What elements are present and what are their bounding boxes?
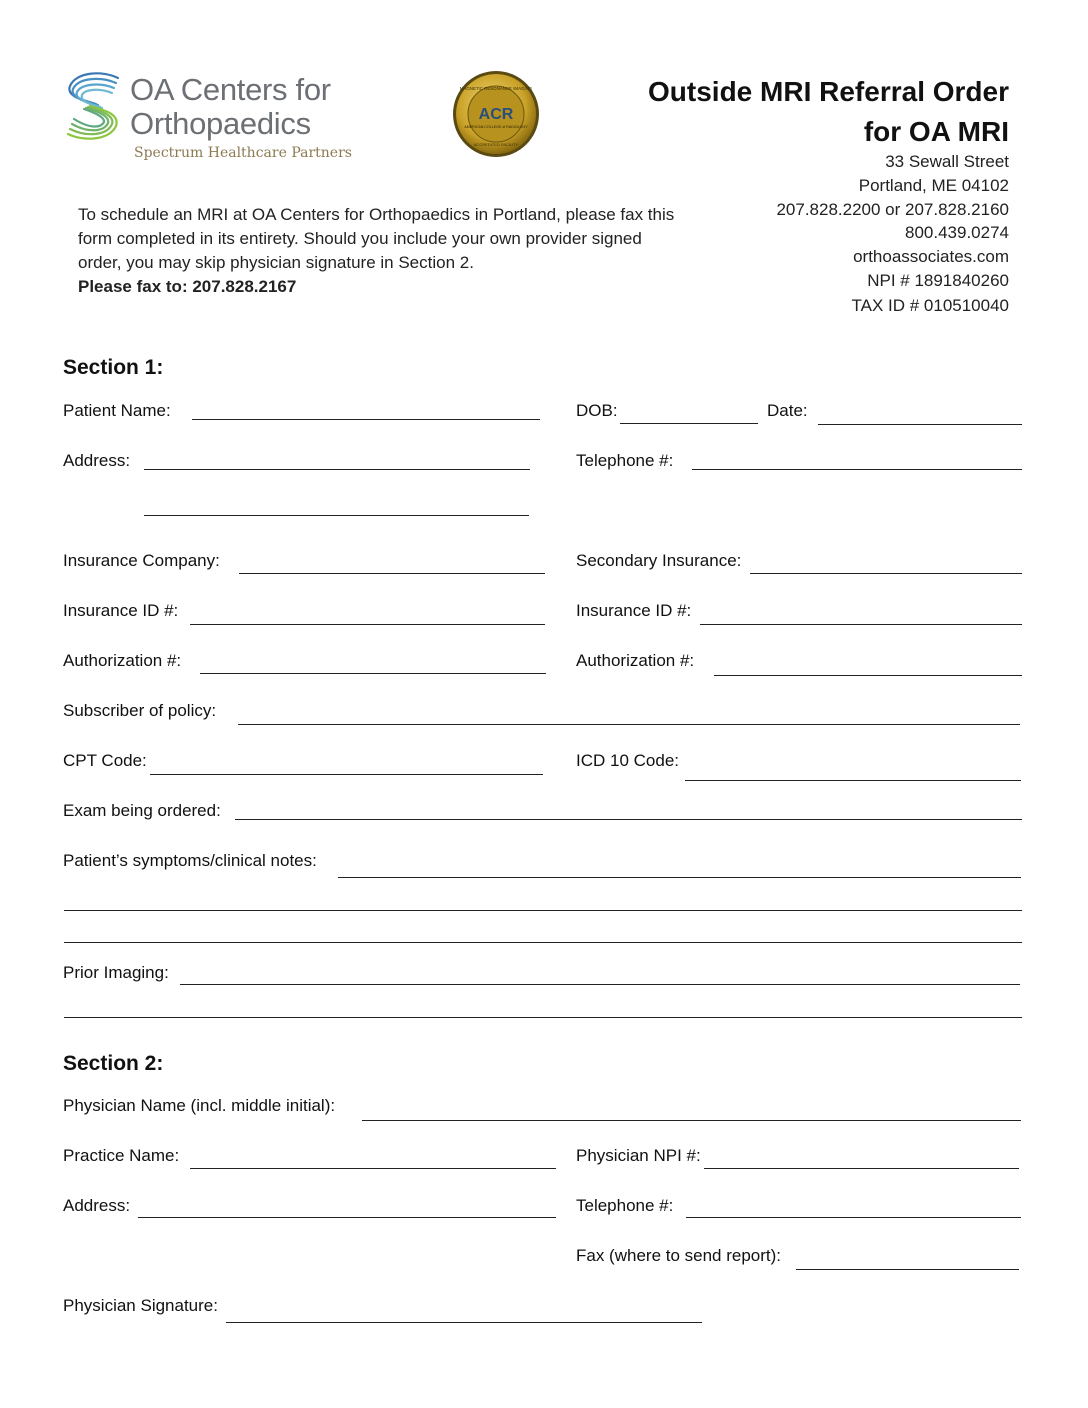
form-title-line2: for OA MRI [863,116,1009,147]
symptoms-field-line1[interactable] [338,877,1021,878]
insurance-company-field[interactable] [239,573,545,574]
contact-tax-id: TAX ID # 010510040 [851,296,1009,315]
physician-name-field[interactable] [362,1120,1021,1121]
contact-phone: 207.828.2200 or 207.828.2160 [776,200,1009,219]
insurance-id-label: Insurance ID #: [63,601,179,620]
authorization-2-field[interactable] [714,675,1022,676]
contact-tollfree: 800.439.0274 [905,223,1009,242]
cpt-code-field[interactable] [150,774,543,775]
logo-text-line1: OA Centers for [130,72,331,107]
symptoms-label: Patient’s symptoms/clinical notes: [63,851,317,870]
authorization-field[interactable] [200,673,546,674]
insurance-company-label: Insurance Company: [63,551,220,570]
address-label: Address: [63,451,131,470]
cpt-code-label: CPT Code: [63,751,147,770]
prior-imaging-field-line2[interactable] [64,1017,1022,1018]
telephone-field[interactable] [692,469,1022,470]
subscriber-label: Subscriber of policy: [63,701,217,720]
prior-imaging-field-line1[interactable] [180,984,1020,985]
physician-npi-field[interactable] [704,1168,1019,1169]
authorization-label: Authorization #: [63,651,182,670]
symptoms-field-line2[interactable] [64,910,1022,911]
icd-code-field[interactable] [685,780,1021,781]
physician-npi-label: Physician NPI #: [576,1146,701,1165]
form-title-line1: Outside MRI Referral Order [648,76,1009,107]
telephone-label: Telephone #: [576,451,674,470]
insurance-id-field[interactable] [190,624,545,625]
logo-text-line2: Orthopaedics [130,106,311,141]
practice-address-label: Address: [63,1196,131,1215]
contact-address2: Portland, ME 04102 [858,176,1009,195]
svg-text:ACCREDITED FACILITY: ACCREDITED FACILITY [473,142,519,147]
section1-title: Section 1: [63,356,164,379]
contact-address1: 33 Sewall Street [885,152,1009,171]
date-field[interactable] [818,424,1022,425]
svg-text:MAGNETIC RESONANCE IMAGING: MAGNETIC RESONANCE IMAGING [459,86,533,91]
address-field-line1[interactable] [144,469,530,470]
intro-paragraph [78,203,678,299]
address-field-line2[interactable] [144,515,529,516]
physician-signature-field[interactable] [226,1322,702,1323]
icd-code-label: ICD 10 Code: [576,751,679,770]
acr-accreditation-seal [452,70,540,158]
authorization-2-label: Authorization #: [576,651,695,670]
exam-label: Exam being ordered: [63,801,221,820]
patient-name-label: Patient Name: [63,401,171,420]
subscriber-field[interactable] [238,724,1020,725]
practice-name-label: Practice Name: [63,1146,180,1165]
intro-fax-number: Please fax to: 207.828.2167 [78,277,297,296]
date-label: Date: [767,401,808,420]
report-fax-label: Fax (where to send report): [576,1246,782,1265]
contact-npi: NPI # 1891840260 [867,271,1009,290]
secondary-insurance-label: Secondary Insurance: [576,551,742,570]
prior-imaging-label: Prior Imaging: [63,963,169,982]
intro-text: To schedule an MRI at OA Centers for Orthopaedics in Portland, please fax this form completed in its entirety. Should you include your own provider signed order, you may skip physician signature in Section 2. [78,205,675,272]
report-fax-field[interactable] [796,1269,1019,1270]
svg-text:ACR: ACR [478,106,514,123]
patient-name-field[interactable] [192,419,540,420]
exam-field[interactable] [235,819,1022,820]
logo-tagline: Spectrum Healthcare Partners [134,145,352,161]
practice-telephone-field[interactable] [686,1217,1021,1218]
dob-field[interactable] [620,423,758,424]
oa-logo-icon [62,70,124,142]
physician-signature-label: Physician Signature: [63,1296,218,1315]
contact-website: orthoassociates.com [853,247,1009,266]
secondary-insurance-field[interactable] [750,573,1022,574]
insurance-id-2-label: Insurance ID #: [576,601,692,620]
practice-telephone-label: Telephone #: [576,1196,674,1215]
practice-address-field[interactable] [138,1217,556,1218]
physician-name-label: Physician Name (incl. middle initial): [63,1096,336,1115]
section2-title: Section 2: [63,1052,164,1075]
symptoms-field-line3[interactable] [64,942,1022,943]
svg-text:AMERICAN COLLEGE of RADIOLOGY: AMERICAN COLLEGE of RADIOLOGY [464,125,528,129]
practice-name-field[interactable] [190,1168,556,1169]
insurance-id-2-field[interactable] [700,624,1022,625]
dob-label: DOB: [576,401,618,420]
